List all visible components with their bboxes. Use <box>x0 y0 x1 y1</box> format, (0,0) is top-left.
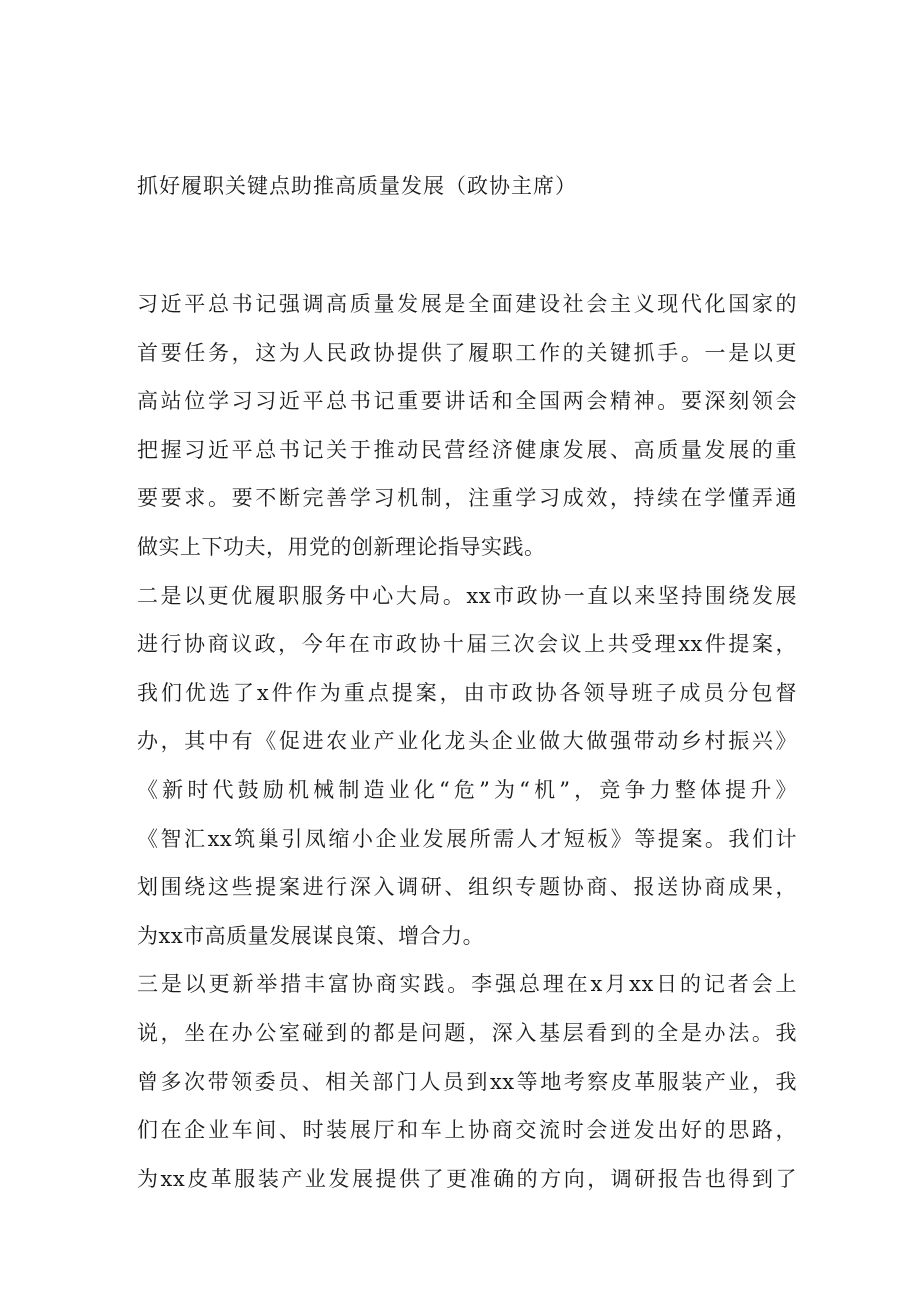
body-line: 划围绕这些提案进行深入调研、组织专题协商、报送协商成果， <box>137 875 797 900</box>
body-line: 办，其中有《促进农业产业化龙头企业做大做强带动乡村振兴》 <box>137 729 797 754</box>
body-line: 说，坐在办公室碰到的都是问题，深入基层看到的全是办法。我 <box>137 1020 797 1045</box>
body-line: 进行协商议政，今年在市政协十届三次会议上共受理xx件提案， <box>137 632 797 657</box>
body-line: 做实上下功夫，用党的创新理论指导实践。 <box>137 534 546 559</box>
body-line: 《智汇xx筑巢引凤缩小企业发展所需人才短板》等提案。我们计 <box>137 826 797 851</box>
body-line: 习近平总书记强调高质量发展是全面建设社会主义现代化国家的 <box>137 292 797 316</box>
document-title: 抓好履职关键点助推高质量发展（政协主席） <box>137 174 577 198</box>
body-line: 二是以更优履职服务中心大局。xx市政协一直以来坚持围绕发展 <box>137 583 797 608</box>
document-body <box>137 280 797 1203</box>
body-line: 三是以更新举措丰富协商实践。李强总理在x月xx日的记者会上 <box>137 972 797 997</box>
body-line: 首要任务，这为人民政协提供了履职工作的关键抓手。一是以更 <box>137 340 797 365</box>
body-line: 把握习近平总书记关于推动民营经济健康发展、高质量发展的重 <box>137 437 797 462</box>
body-line: 我们优选了x件作为重点提案，由市政协各领导班子成员分包督 <box>137 680 797 705</box>
body-line: 高站位学习习近平总书记重要讲话和全国两会精神。要深刻领会 <box>137 389 797 414</box>
body-line: 《新时代鼓励机械制造业化“危”为“机”，竞争力整体提升》 <box>137 777 797 802</box>
body-line: 要要求。要不断完善学习机制，注重学习成效，持续在学懂弄通 <box>137 486 797 511</box>
body-line: 为xx市高质量发展谋良策、增合力。 <box>137 923 485 948</box>
body-line: 为xx皮革服装产业发展提供了更准确的方向，调研报告也得到了 <box>137 1166 797 1191</box>
body-line: 曾多次带领委员、相关部门人员到xx等地考察皮革服装产业，我 <box>137 1069 797 1094</box>
body-line: 们在企业车间、时装展厅和车上协商交流时会迸发出好的思路， <box>137 1118 797 1143</box>
